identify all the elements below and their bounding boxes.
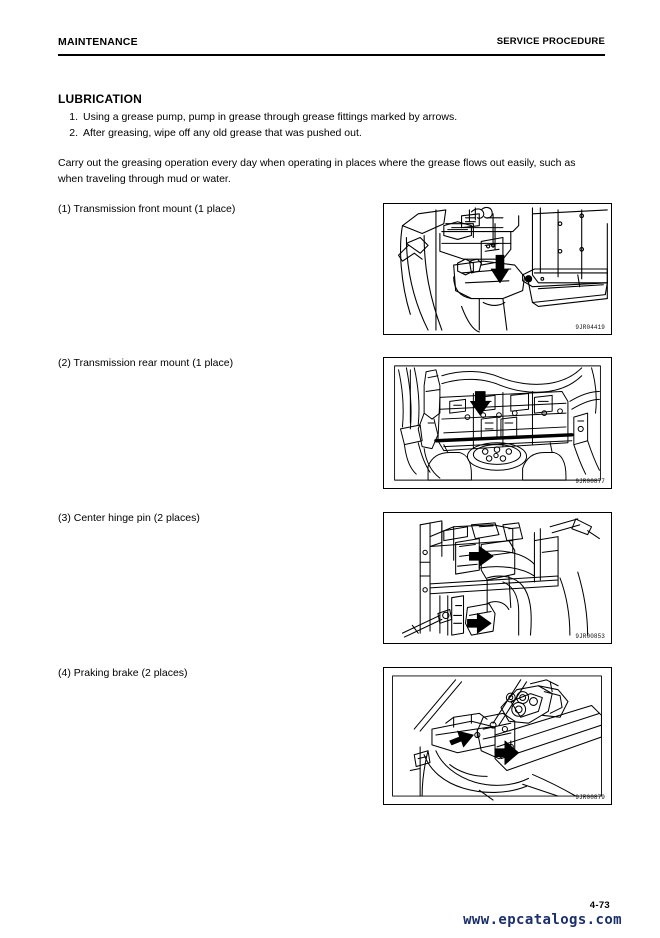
list-item [58,110,603,125]
step-text: Using a grease pump, pump in grease through grease fittings marked by arrows. [83,111,458,123]
center-hinge-pin-linedrawing [384,513,611,643]
figure-code-2: 9JR00877 [575,478,605,485]
figure-caption-4: (4) Praking brake (2 places) [58,667,188,679]
step-marker: 2. [69,127,78,139]
figure-code-1: 9JR04419 [575,324,605,331]
figure-code-3: 9JR00853 [575,633,605,640]
watermark-url: www.epcatalogs.com [463,912,622,928]
transmission-front-mount-linedrawing [384,204,611,334]
step-marker: 1. [69,111,78,123]
figure-caption-2: (2) Transmission rear mount (1 place) [58,357,234,369]
transmission-rear-mount-linedrawing [384,358,611,488]
figure-image-3 [383,512,612,644]
figure-image-1 [383,203,612,335]
figure-caption-3: (3) Center hinge pin (2 places) [58,512,200,524]
header-section-label: MAINTENANCE [58,36,138,48]
parking-brake-linedrawing [384,668,611,804]
page-number: 4-73 [589,900,610,911]
list-item [58,126,603,141]
figure-image-4 [383,667,612,805]
section-title: LUBRICATION [58,92,142,106]
header-divider [58,54,605,56]
figure-image-2 [383,357,612,489]
running-header [58,36,605,60]
procedure-step-list [58,110,603,142]
step-text: After greasing, wipe off any old grease that was pushed out. [83,127,362,139]
figure-code-4: 9JR00879 [575,794,605,801]
intro-paragraph: Carry out the greasing operation every day when operating in places where the grease flows out easily, such as when traveling through mud or water. [58,157,576,185]
header-chapter-label: SERVICE PROCEDURE [496,36,605,47]
figure-caption-1: (1) Transmission front mount (1 place) [58,203,236,215]
